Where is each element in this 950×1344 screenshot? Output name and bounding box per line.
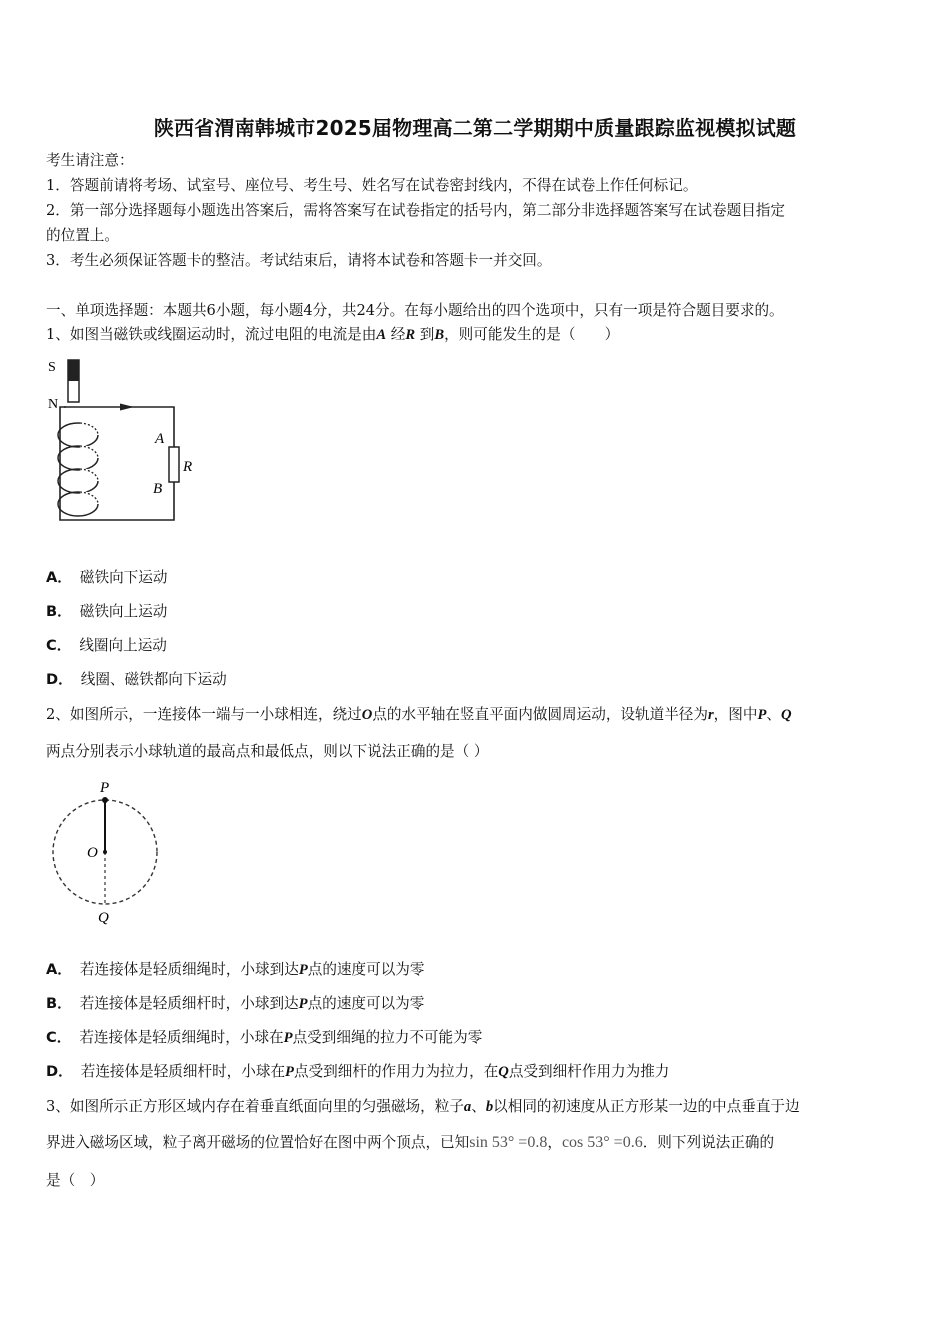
question-3-stem-end: 是（ ） (46, 1172, 105, 1189)
q2-option-a[interactable]: A． 若连接体是轻质细绳时，小球到达P点的速度可以为零 (46, 961, 425, 978)
section-heading: 一、单项选择题：本题共6小题，每小题4分，共24分。在每小题给出的四个选项中，只有一项是符合题目要求的。 (46, 302, 784, 319)
page-title: 陕西省渭南韩城市2025届物理高二第二学期期中质量跟踪监视模拟试题 (153, 116, 797, 140)
notice-item-2: 2．第一部分选择题每小题选出答案后，需将答案写在试卷指定的括号内，第二部分非选择题答案写在试卷题目指定 (46, 202, 785, 219)
q2-option-d[interactable]: D． 若连接体是轻质细杆时，小球在P点受到细杆的作用力为拉力，在Q点受到细杆作用力为推力 (46, 1063, 670, 1080)
resistor-r-label: R (183, 459, 193, 475)
ball-at-p (102, 797, 108, 803)
magnet-s-label: S (48, 360, 56, 375)
question-3-stem-cont: 界进入磁场区域，粒子离开磁场的位置恰好在图中两个顶点，已知sin 53° =0.8，cos 53° =0.6．则下列说法正确的 (46, 1134, 775, 1151)
question-2-stem-cont: 两点分别表示小球轨道的最高点和最低点，则以下说法正确的是（ ） (46, 743, 489, 760)
q1-option-c[interactable]: C． 线圈向上运动 (46, 637, 167, 654)
notice-item-3: 3．考生必须保证答题卡的整洁。考试结束后，请将本试卷和答题卡一并交回。 (46, 252, 552, 269)
q2-option-c[interactable]: C． 若连接体是轻质细绳时，小球在P点受到细绳的拉力不可能为零 (46, 1029, 483, 1046)
sin-value: sin 53° =0.8 (469, 1134, 548, 1151)
center-o (103, 850, 107, 854)
coil (58, 423, 98, 516)
magnet-n-label: N (48, 397, 59, 412)
q2-option-b[interactable]: B． 若连接体是轻质细杆时，小球到达P点的速度可以为零 (46, 995, 425, 1012)
magnet-coil-figure (40, 355, 200, 530)
magnet-south-half (68, 360, 79, 381)
point-q-label: Q (98, 910, 109, 926)
resistor-b-label: B (153, 481, 163, 497)
notice-item-1: 1．答题前请将考场、试室号、座位号、考生号、姓名写在试卷密封线内，不得在试卷上作任何标记。 (46, 177, 698, 194)
notice-item-2-cont: 的位置上。 (46, 227, 119, 244)
current-arrow-icon (120, 404, 132, 410)
q1-option-d[interactable]: D． 线圈、磁铁都向下运动 (46, 671, 227, 688)
point-o-label: O (87, 845, 98, 861)
point-p-label: P (100, 780, 110, 796)
resistor (169, 447, 179, 482)
circular-motion-figure (40, 775, 170, 930)
circuit-bottom-wire (60, 407, 174, 520)
question-2-stem: 2、如图所示，一连接体一端与一小球相连，绕过O点的水平轴在竖直平面内做圆周运动，设轨道半径为r，图中P、Q (46, 706, 792, 723)
cos-value: cos 53° =0.6 (561, 1134, 643, 1151)
question-3-stem: 3、如图所示正方形区域内存在着垂直纸面向里的匀强磁场，粒子a、b以相同的初速度从正方形某一边的中点垂直于边 (46, 1098, 800, 1115)
notice-heading: 考生请注意： (46, 152, 134, 169)
resistor-a-label: A (155, 431, 165, 447)
q1-option-b[interactable]: B． 磁铁向上运动 (46, 603, 168, 620)
question-1-stem: 1、如图当磁铁或线圈运动时，流过电阻的电流是由A 经R 到B，则可能发生的是（ ） (46, 326, 620, 343)
q1-option-a[interactable]: A． 磁铁向下运动 (46, 569, 168, 586)
